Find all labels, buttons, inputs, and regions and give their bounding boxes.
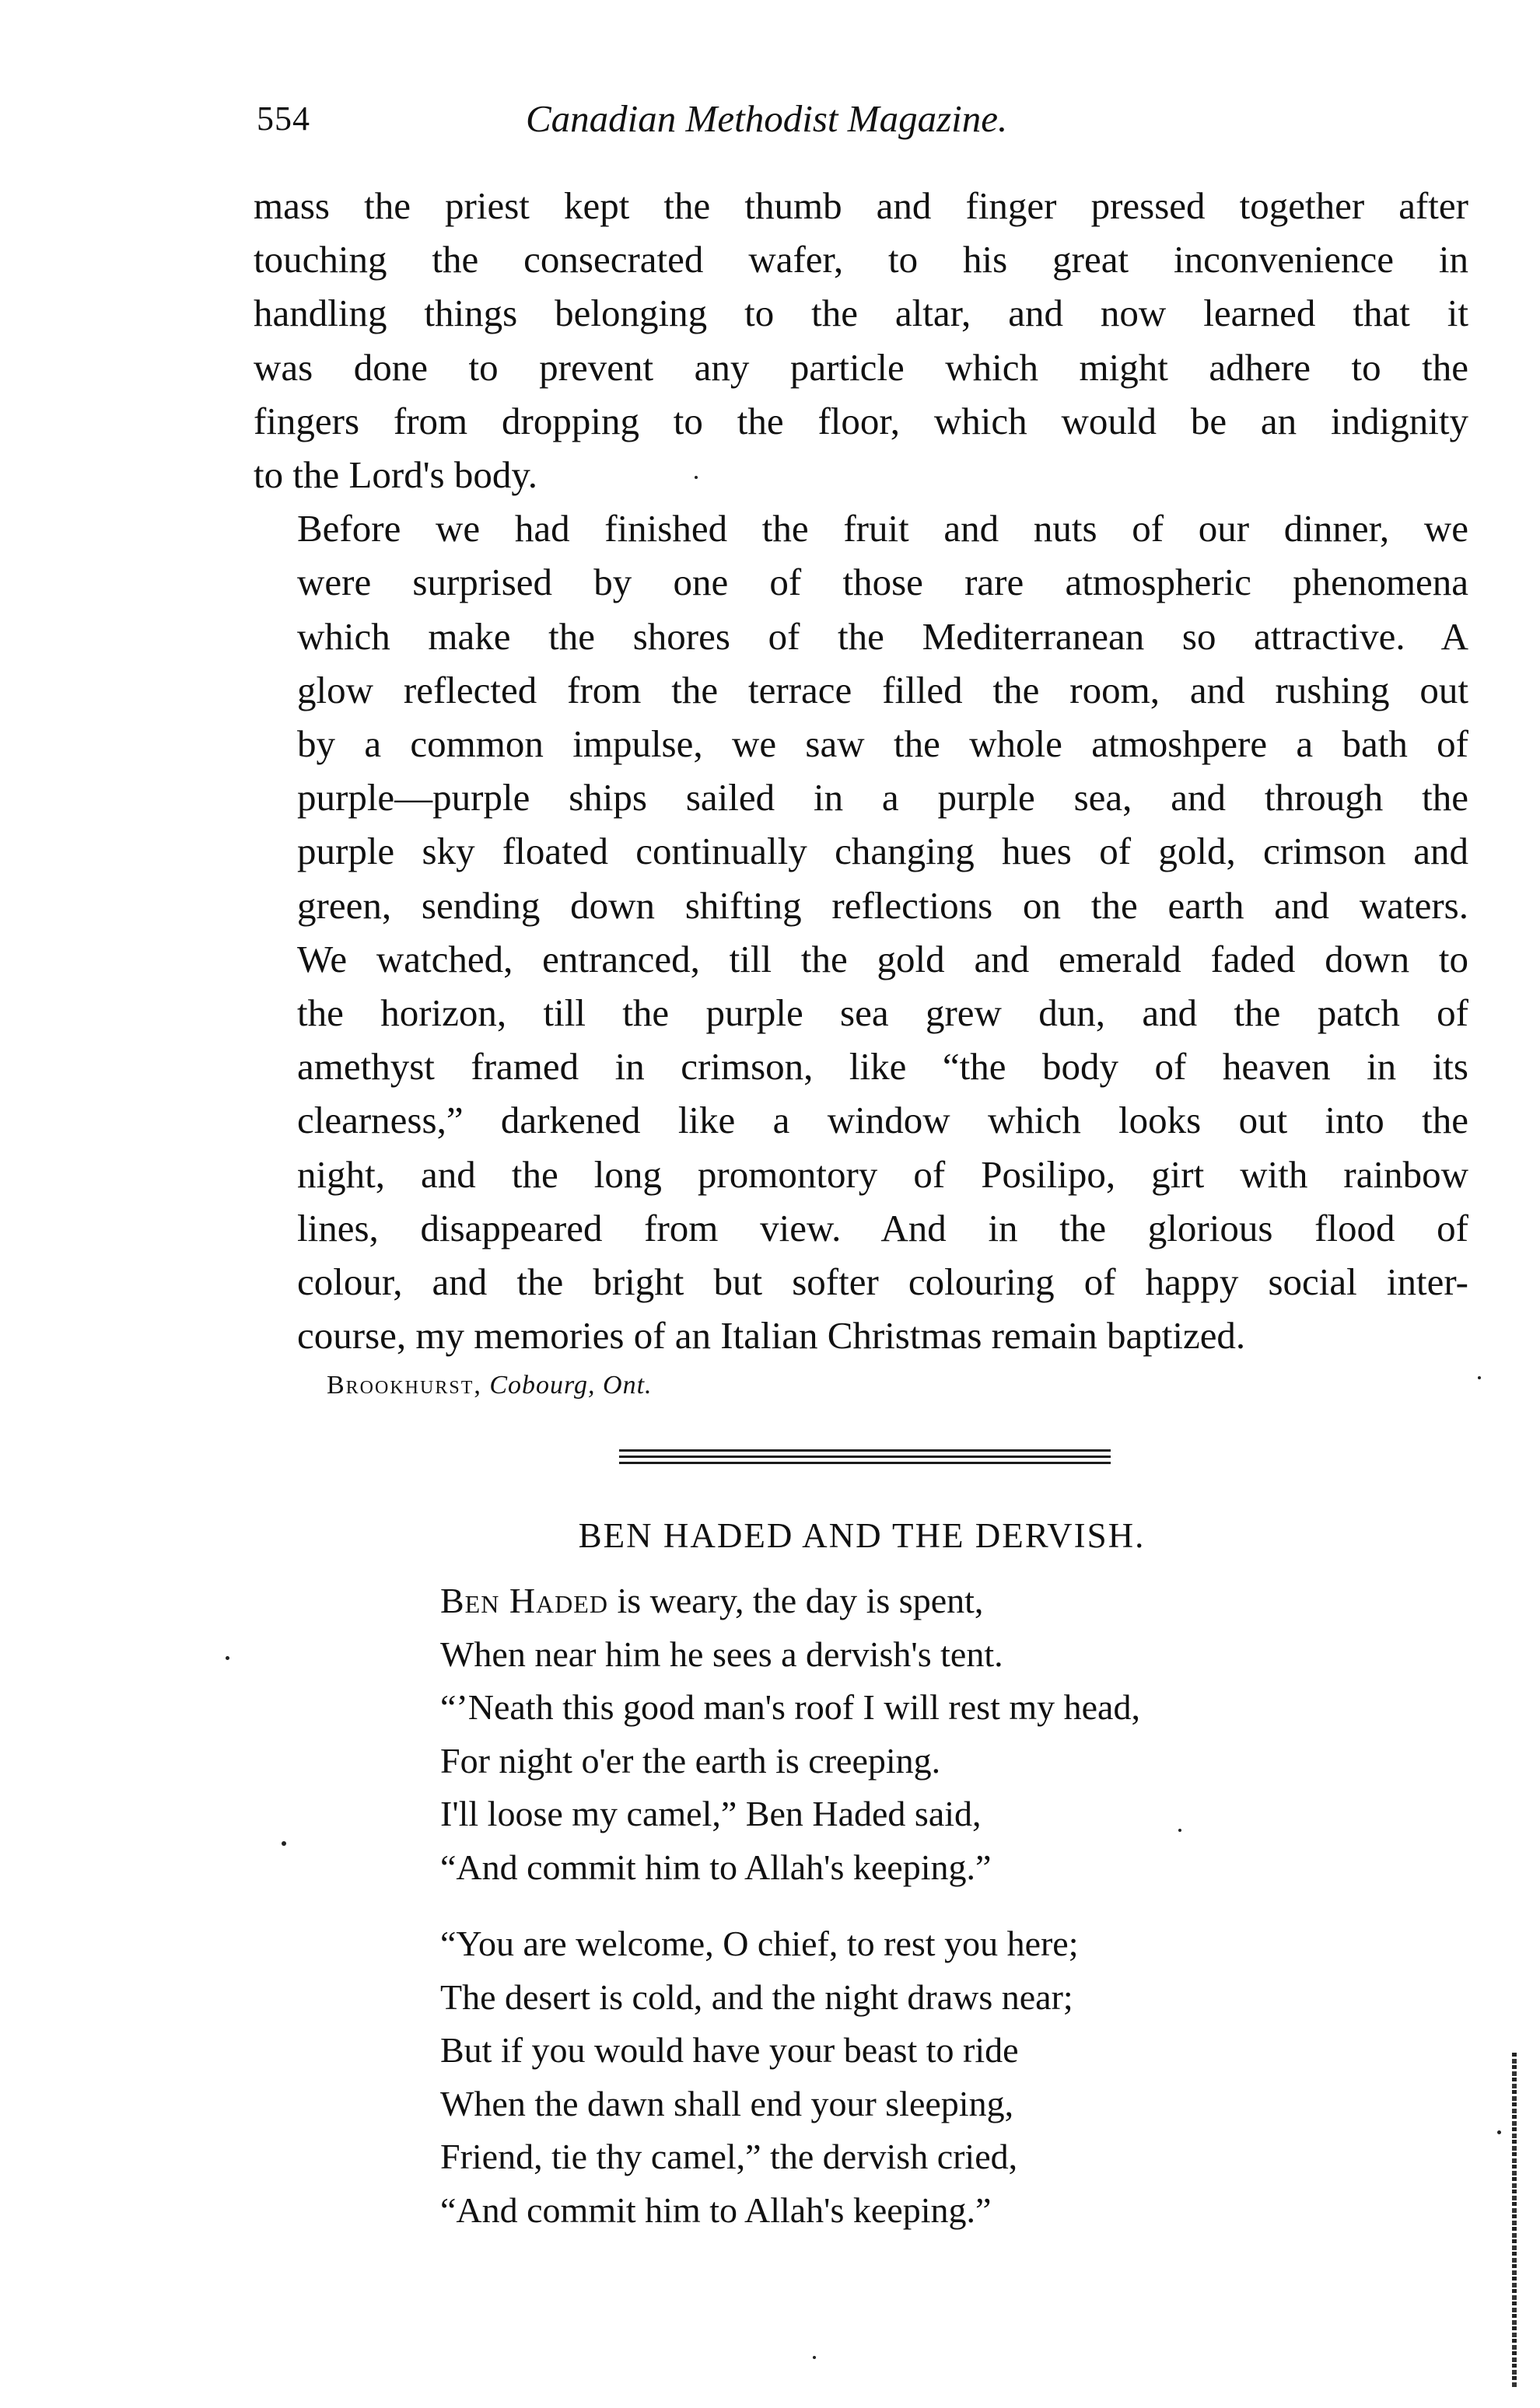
poem-line: “’Neath this good man's roof I will rest my head,	[440, 1687, 1140, 1727]
poem-line	[440, 1574, 1374, 1628]
text-line: to the Lord's body.	[254, 453, 537, 497]
paragraph-sunset	[254, 502, 1468, 1362]
page-number: 554	[257, 100, 310, 138]
scan-speck	[1497, 2130, 1501, 2134]
poem-line: “You are welcome, O chief, to rest you here;	[440, 1924, 1079, 1963]
text-line: green, sending down shifting reflections on the earth and waters.	[297, 883, 1468, 927]
scan-speck	[695, 476, 698, 479]
poem-line: Friend, tie thy camel,” the dervish cried,	[440, 2137, 1018, 2176]
binding-edge-artifact	[1512, 2053, 1517, 2387]
scan-speck	[282, 1841, 286, 1846]
text-line: handling things belonging to the altar, and now learned that it	[254, 292, 1468, 335]
text-line: touching the consecrated wafer, to his great inconvenience in	[254, 238, 1468, 281]
poem-line: When the dawn shall end your sleeping,	[440, 2083, 1014, 2123]
text-line: Before we had finished the fruit and nuts of our dinner, we	[297, 507, 1468, 550]
paragraph-continued	[254, 179, 1468, 502]
text-line: which make the shores of the Mediterranean so attractive. A	[297, 614, 1468, 658]
text-line: by a common impulse, we saw the whole atmoshpere a bath of	[297, 722, 1468, 766]
text-line: course, my memories of an Italian Christmas remain baptized.	[297, 1314, 1246, 1358]
text-line: lines, disappeared from view. And in the glorious flood of	[297, 1206, 1468, 1249]
signature-place: Brookhurst,	[327, 1371, 482, 1400]
author-signature	[327, 1362, 653, 1409]
running-header	[0, 92, 1540, 146]
poem-line-rest: is weary, the day is spent,	[607, 1581, 984, 1620]
text-line: night, and the long promontory of Posilipo, girt with rainbow	[297, 1152, 1468, 1196]
poem-line: When near him he sees a dervish's tent.	[440, 1634, 1003, 1674]
text-line: the horizon, till the purple sea grew dun, and the patch of	[297, 991, 1468, 1035]
poem-stanza	[440, 1574, 1374, 1894]
poem-first-words: Ben Haded	[440, 1581, 608, 1620]
poem-line: But if you would have your beast to ride	[440, 2030, 1019, 2070]
signature-province: Ont.	[603, 1371, 653, 1400]
text-line: clearness,” darkened like a window which looks out into the	[297, 1099, 1468, 1142]
journal-title: Canadian Methodist Magazine.	[526, 97, 1008, 140]
separator-rule	[619, 1449, 1111, 1452]
text-line: colour, and the bright but softer colouring of happy social inter-	[297, 1260, 1468, 1304]
scan-speck	[813, 2356, 816, 2359]
text-line: were surprised by one of those rare atmospheric phenomena	[297, 561, 1468, 604]
scan-speck	[1478, 1376, 1481, 1379]
text-line: glow reflected from the terrace filled the room, and rushing out	[297, 668, 1468, 711]
separator-rule	[619, 1456, 1111, 1458]
poem-body	[440, 1574, 1374, 2260]
poem-line: For night o'er the earth is creeping.	[440, 1740, 941, 1781]
text-line: mass the priest kept the thumb and finger pressed together after	[254, 184, 1468, 227]
text-line: We watched, entranced, till the gold and emerald faded down to	[297, 937, 1468, 980]
poem-line: “And commit him to Allah's keeping.”	[440, 1847, 992, 1887]
article-body	[254, 179, 1468, 1362]
poem-line: The desert is cold, and the night draws near;	[440, 1976, 1073, 2017]
poem-line: “And commit him to Allah's keeping.”	[440, 2190, 992, 2230]
text-line: purple sky floated continually changing hues of gold, crimson and	[297, 830, 1468, 873]
signature-town: Cobourg,	[489, 1371, 596, 1400]
scan-speck	[226, 1656, 229, 1660]
text-line: fingers from dropping to the floor, which would be an indignity	[254, 399, 1468, 442]
double-rule-separator	[619, 1448, 1111, 1465]
text-line: was done to prevent any particle which might adhere to the	[254, 345, 1468, 389]
separator-rule	[619, 1462, 1111, 1464]
poem-line: I'll loose my camel,” Ben Haded said,	[440, 1794, 982, 1833]
poem-stanza	[440, 1917, 1374, 2237]
poem-title: BEN HADED AND THE DERVISH.	[578, 1516, 1146, 1555]
scan-speck	[1178, 1829, 1181, 1832]
text-line: purple—purple ships sailed in a purple sea, and through the	[297, 776, 1468, 820]
text-line: amethyst framed in crimson, like “the body of heaven in its	[297, 1045, 1468, 1089]
